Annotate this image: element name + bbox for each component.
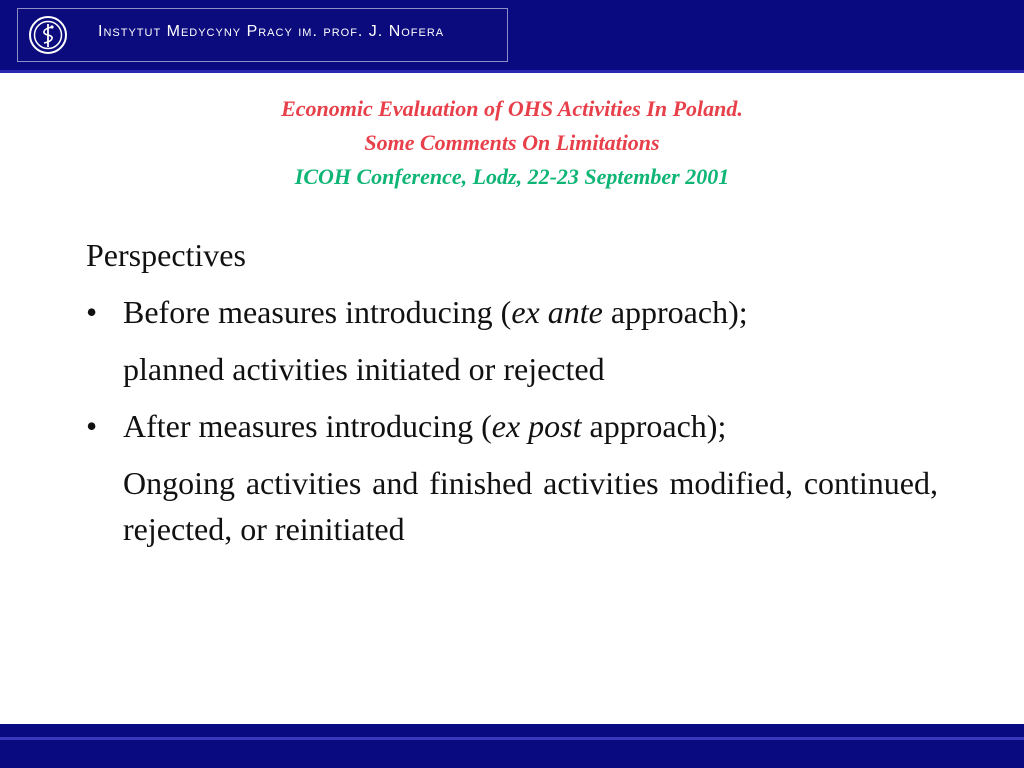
bullet-text: After measures introducing (: [123, 408, 492, 444]
bullet-marker: •: [86, 408, 98, 444]
title-line-3: ICOH Conference, Lodz, 22-23 September 2001: [294, 164, 730, 189]
title-line-2: Some Comments On Limitations: [364, 130, 660, 155]
bullet-text: Before measures introducing (: [123, 294, 512, 330]
footer-band-top: [0, 724, 1024, 737]
footer-band-bottom: [0, 740, 1024, 768]
bullet-text-end: approach);: [602, 294, 748, 330]
title-line-1: Economic Evaluation of OHS Activities In Poland.: [281, 96, 743, 121]
bullet-italic-term: ex post: [491, 408, 582, 444]
slide-title: [0, 92, 1024, 194]
institute-badge: [17, 8, 508, 62]
bullet-item-ex-post: [86, 403, 938, 449]
header-divider: [0, 70, 1024, 73]
bullet-item-ex-ante: [86, 289, 938, 335]
section-heading: Perspectives: [86, 237, 246, 273]
bullet-italic-term: ex ante: [511, 294, 603, 330]
slide-body: [86, 232, 938, 563]
bullet-marker: •: [86, 294, 98, 330]
institute-name: Instytut Medycyny Pracy im. prof. J. Nofera: [98, 23, 445, 40]
caduceus-icon: [28, 15, 68, 55]
bullet-subtext-ex-post: Ongoing activities and finished activities modified, continued, rejected, or reinitiated: [123, 465, 938, 547]
bullet-subtext-ex-ante: planned activities initiated or rejected: [123, 351, 605, 387]
bullet-text-end: approach);: [581, 408, 727, 444]
